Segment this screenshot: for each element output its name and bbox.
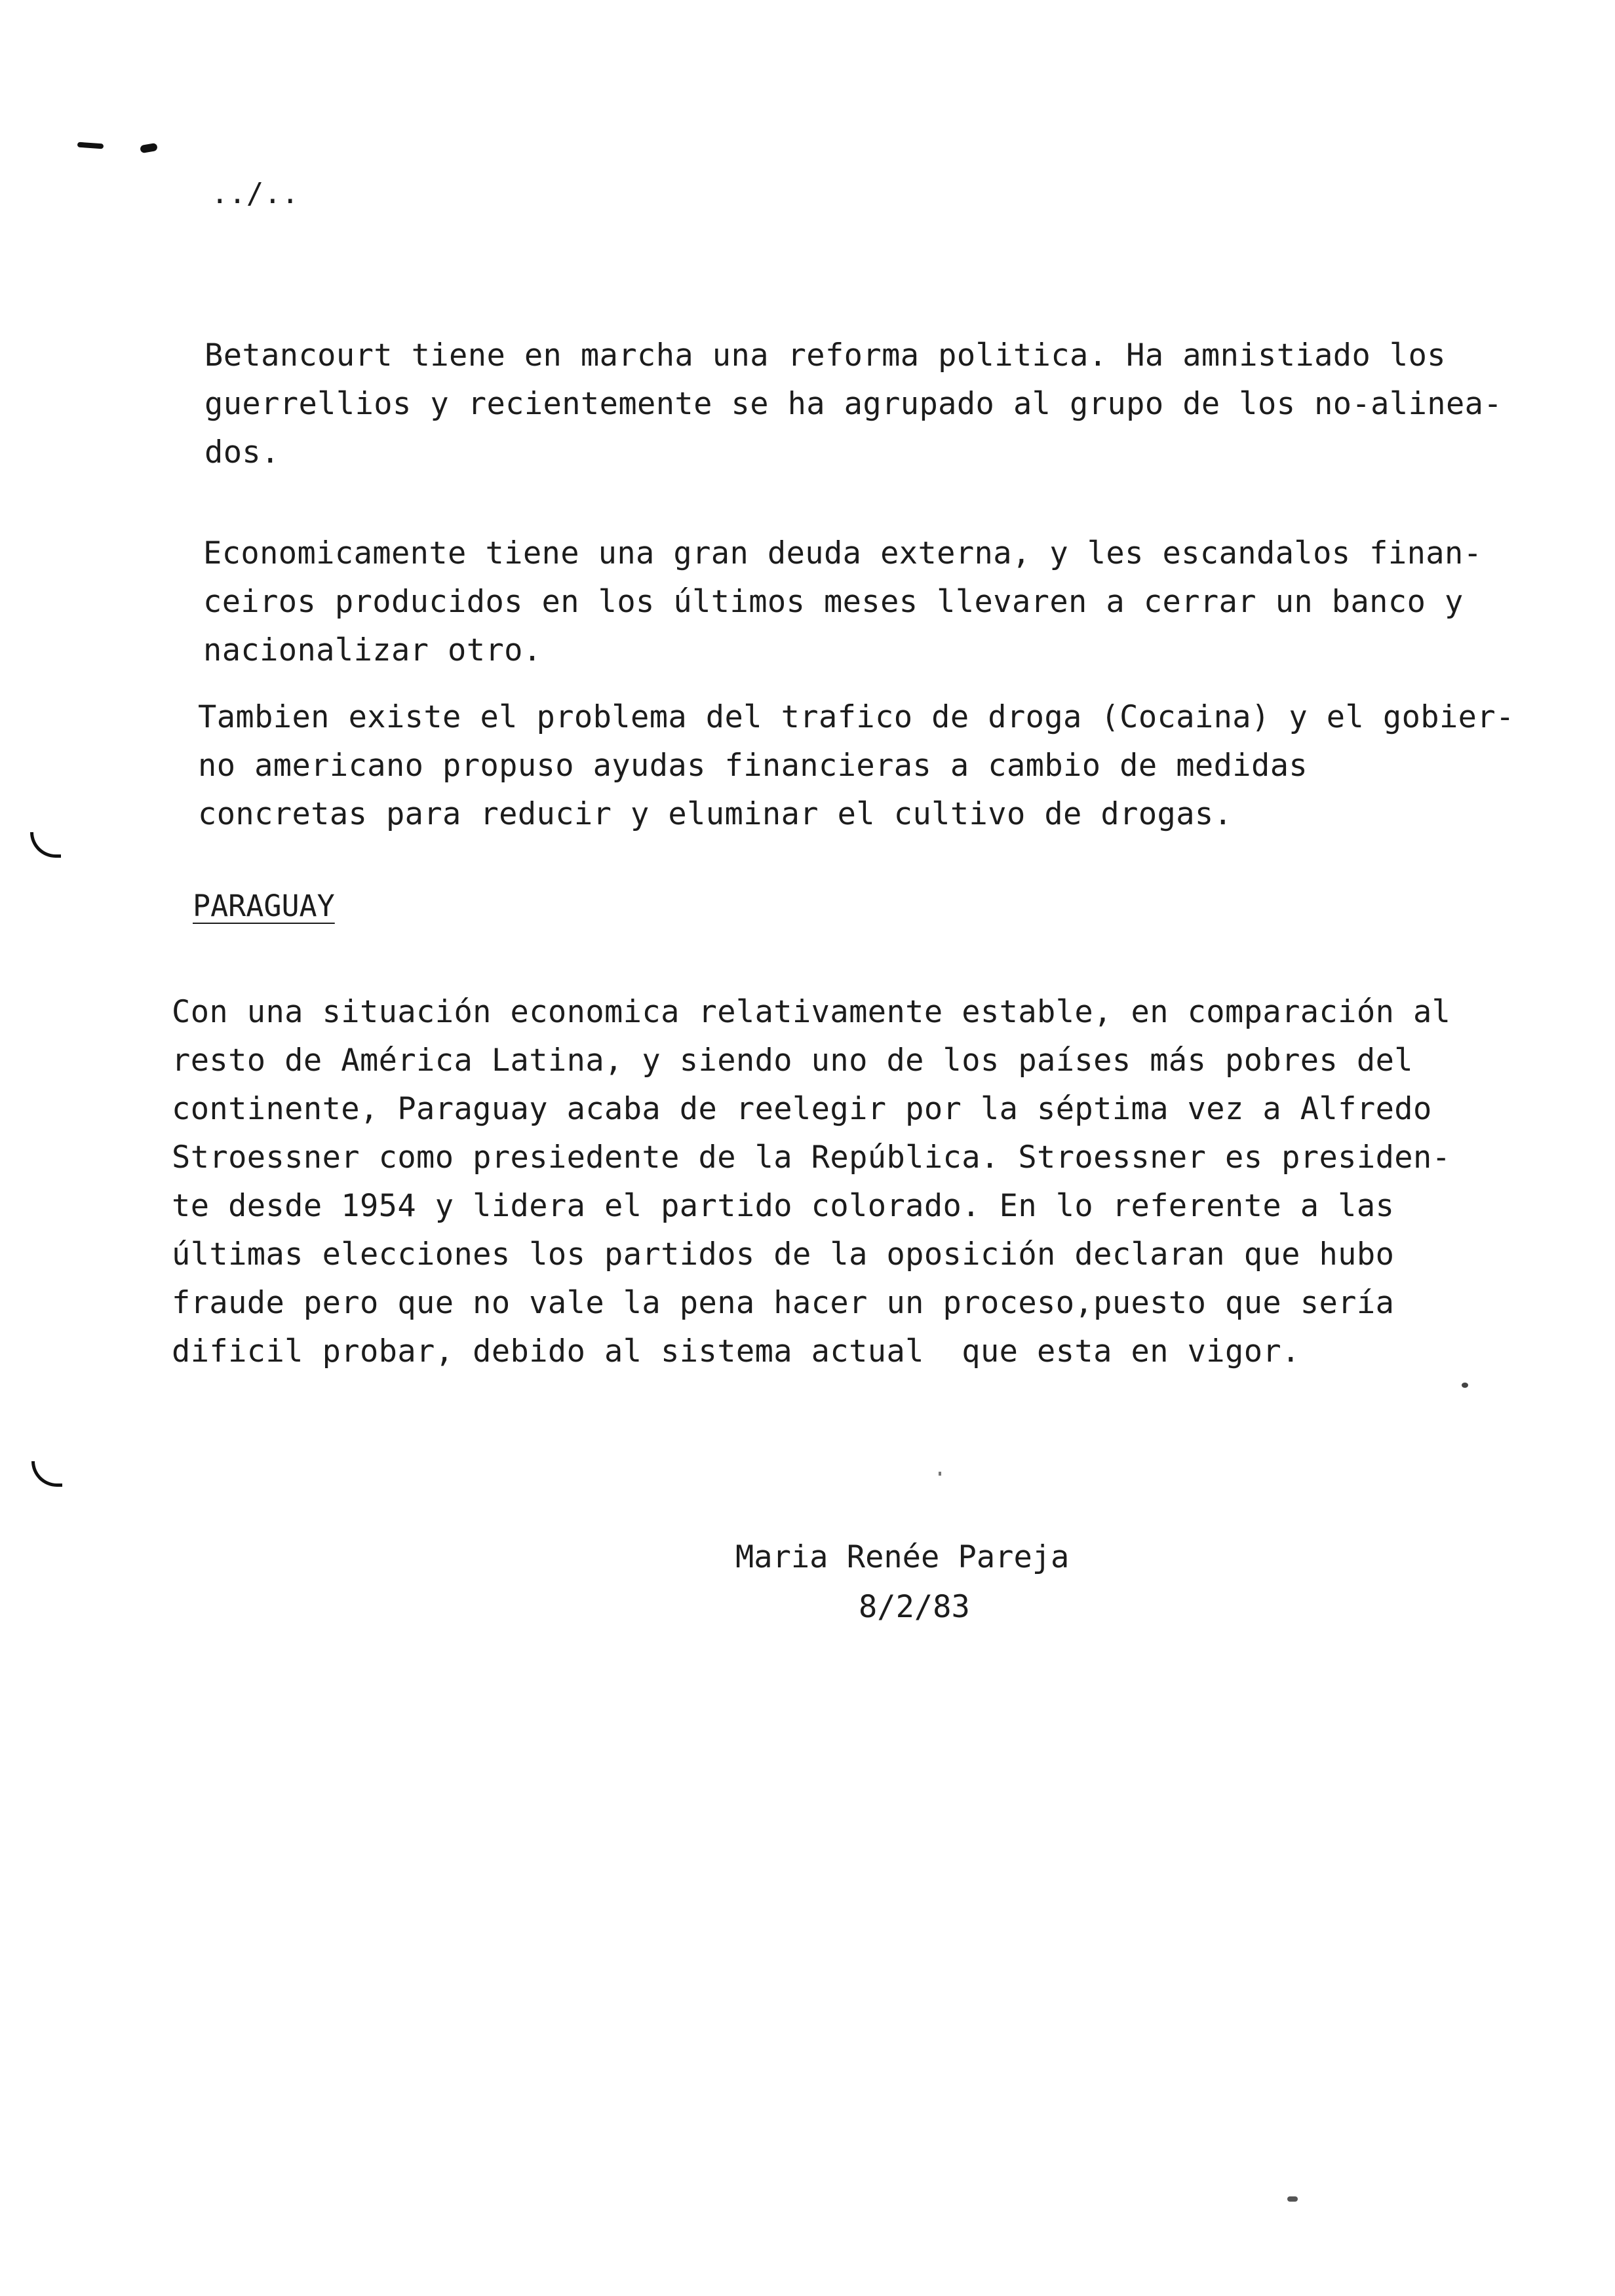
scan-speck [1462, 1383, 1468, 1388]
text-line: Economicamente tiene una gran deuda externa, y les escandalos finan- [203, 535, 1483, 571]
section-heading-paraguay: PARAGUAY [193, 889, 335, 923]
text-line: Stroessner como presiedente de la República. Stroessner es presiden- [172, 1139, 1451, 1176]
text-line: guerrellios y recientemente se ha agrupado al grupo de los no-alinea- [204, 386, 1503, 422]
text-line: no americano propuso ayudas financieras a cambio de medidas [198, 748, 1308, 784]
margin-bracket-mark [30, 832, 61, 858]
author-signature: Maria Renée Pareja [735, 1539, 1070, 1575]
text-line: ceiros producidos en los últimos meses llevaren a cerrar un banco y [203, 584, 1464, 620]
text-line: últimas elecciones los partidos de la oposición declaran que hubo [172, 1236, 1395, 1272]
text-line: nacionalizar otro. [203, 632, 542, 668]
paragraph-betancourt [204, 332, 1502, 477]
text-line: Tambien existe el problema del trafico de droga (Cocaina) y el gobier- [198, 699, 1515, 735]
text-line: continente, Paraguay acaba de reelegir por la séptima vez a Alfredo [172, 1091, 1432, 1127]
continuation-marker: ../.. [211, 177, 300, 210]
paragraph-drugs [198, 693, 1515, 839]
scan-mark [140, 143, 158, 153]
text-line: dos. [204, 434, 280, 470]
text-line: Betancourt tiene en marcha una reforma politica. Ha amnistiado los [204, 337, 1446, 373]
text-line: dificil probar, debido al sistema actual que esta en vigor. [172, 1333, 1300, 1369]
text-line: te desde 1954 y lidera el partido colorado. En lo referente a las [172, 1188, 1395, 1224]
text-line: Con una situación economica relativamente estable, en comparación al [172, 994, 1451, 1030]
text-line: concretas para reducir y eluminar el cultivo de drogas. [198, 796, 1233, 832]
text-line: fraude pero que no vale la pena hacer un proceso,puesto que sería [172, 1285, 1395, 1321]
paragraph-economy [203, 529, 1482, 675]
scan-speck [1287, 2196, 1298, 2202]
text-line: resto de América Latina, y siendo uno de los países más pobres del [172, 1043, 1413, 1079]
scan-speck [939, 1472, 941, 1476]
paragraph-paraguay [172, 988, 1450, 1376]
document-date: 8/2/83 [859, 1589, 970, 1625]
margin-bracket-mark [31, 1461, 62, 1487]
scan-mark [77, 142, 104, 149]
